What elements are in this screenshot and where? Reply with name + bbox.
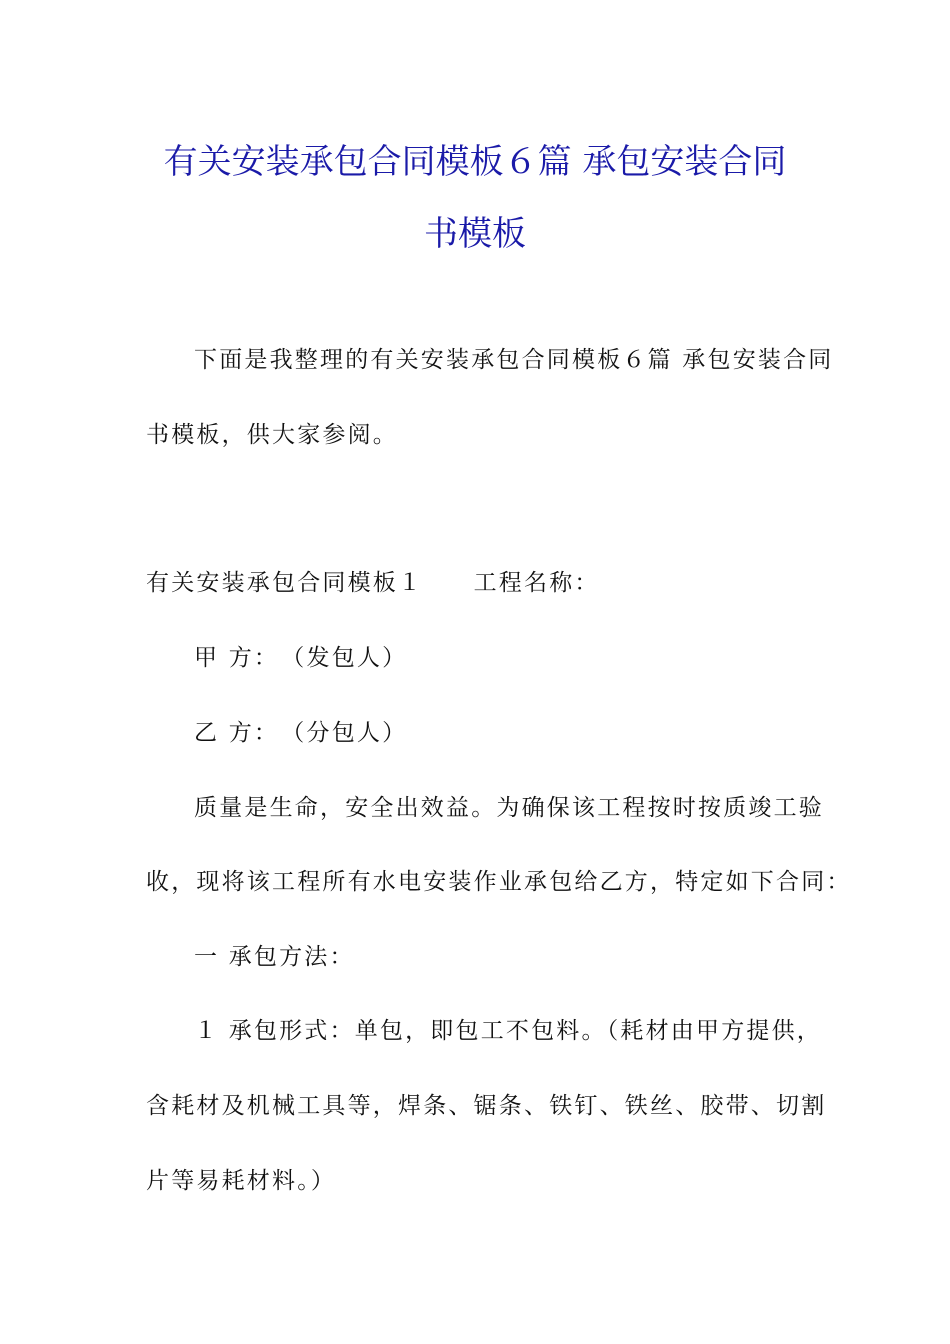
party-a-line: 甲 方： （发包人） xyxy=(194,645,408,671)
document-title-line-2: 书模板 xyxy=(424,214,526,254)
paragraph-1-line-2: 收，现将该工程所有水电安装作业承包给乙方，特定如下合同： xyxy=(146,869,852,895)
paragraph-1-line-1: 质量是生命，安全出效益。为确保该工程按时按质竣工验 xyxy=(194,795,824,821)
document-title-line-1: 有关安装承包合同模板６篇 承包安装合同 xyxy=(163,142,787,182)
clause-1-item-1-line-3: 片等易耗材料。） xyxy=(146,1168,337,1194)
clause-1-item-1-line-2: 含耗材及机械工具等，焊条、锯条、铁钉、铁丝、胶带、切割 xyxy=(146,1093,827,1119)
section-heading: 有关安装承包合同模板１ 工程名称： xyxy=(146,570,600,596)
clause-1-heading: 一 承包方法： xyxy=(194,944,355,970)
intro-line-2: 书模板，供大家参阅。 xyxy=(146,422,398,448)
party-b-line: 乙 方： （分包人） xyxy=(194,720,408,746)
intro-line-1: 下面是我整理的有关安装承包合同模板６篇 承包安装合同 xyxy=(194,347,834,373)
clause-1-item-1-line-1: １ 承包形式：单包，即包工不包料。（耗材由甲方提供， xyxy=(194,1018,823,1044)
